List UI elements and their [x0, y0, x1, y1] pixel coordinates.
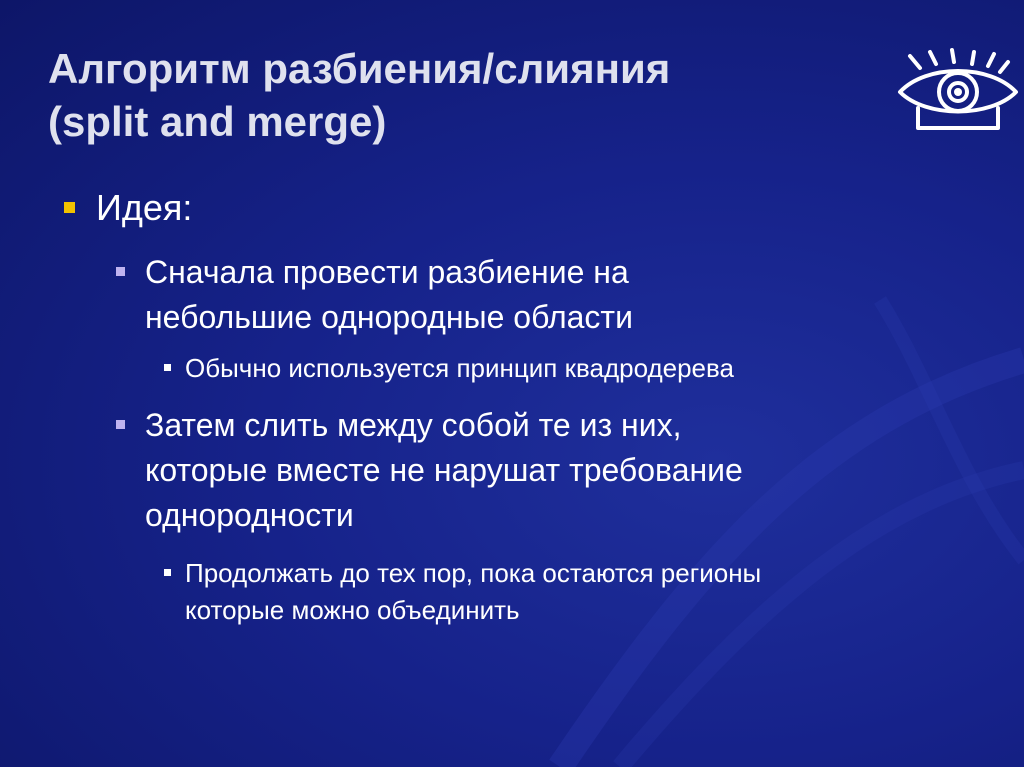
bullet-marker	[164, 364, 171, 371]
bullet-quadtree	[164, 350, 734, 387]
bullet-continue	[164, 555, 761, 629]
bullet-split-line-1: Сначала провести разбиение на	[145, 254, 629, 290]
bullet-merge-line-1: Затем слить между собой те из них,	[145, 407, 682, 443]
bullet-quadtree-text: Обычно используется принцип квадродерева	[185, 353, 734, 383]
bullet-continue-line-2: которые можно объединить	[185, 595, 520, 625]
bullet-continue-line-1: Продолжать до тех пор, пока остаются регионы	[185, 558, 762, 588]
title-line-1: Алгоритм разбиения/слияния	[48, 45, 671, 92]
bullet-merge-line-2: которые вместе не нарушат требование	[145, 452, 743, 488]
bullet-marker	[116, 420, 125, 429]
bullet-merge	[116, 403, 743, 538]
title-line-2: (split and merge)	[48, 98, 387, 145]
bullet-split-line-2: небольшие однородные области	[145, 299, 633, 335]
bullet-marker	[116, 267, 125, 276]
bullet-idea-text: Идея:	[96, 187, 193, 228]
bullet-split	[116, 250, 633, 340]
bullet-marker	[64, 202, 75, 213]
bullet-idea	[64, 186, 192, 230]
bullet-marker	[164, 569, 171, 576]
bullet-merge-line-3: однородности	[145, 497, 354, 533]
